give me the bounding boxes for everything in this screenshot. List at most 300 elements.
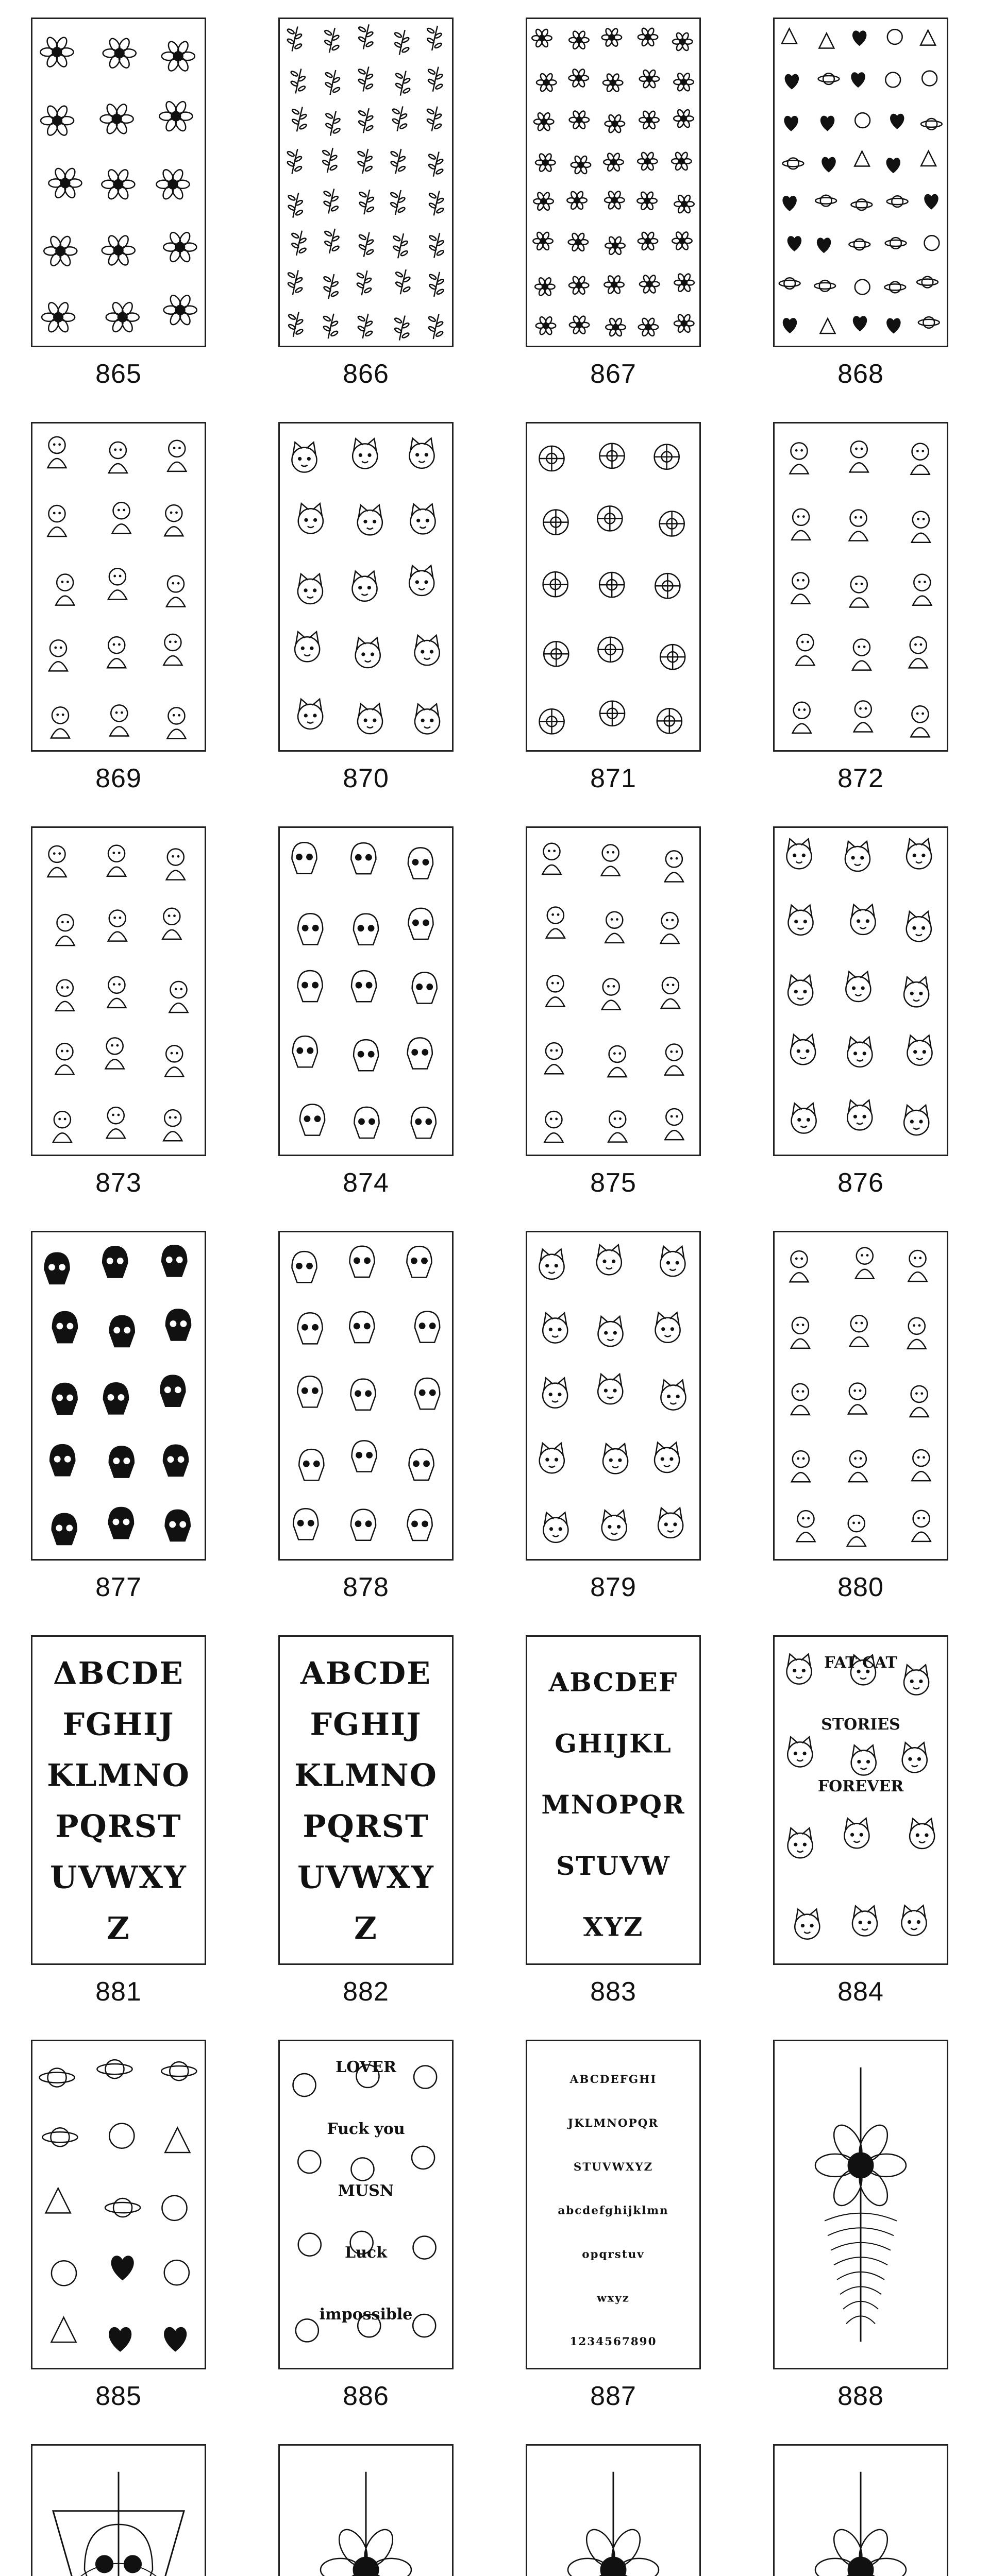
flower-icon [640, 274, 659, 294]
small-symbols-icon [785, 75, 798, 89]
doodle-icon [51, 707, 70, 738]
tattoo-sheet[interactable] [773, 2444, 948, 2576]
leaf-sprig-icon [357, 149, 373, 174]
gothic-alphabet-icon: wxyz [597, 2292, 630, 2305]
tattoo-sheet[interactable] [526, 1635, 701, 1965]
floral-letter-icon: ABCDE [300, 1655, 431, 1692]
cartoon-character-icon [162, 908, 181, 939]
small-symbols-icon [855, 280, 870, 295]
tattoo-sheet-artwork [527, 2041, 699, 2368]
small-symbols-icon [785, 116, 798, 130]
catalog-item[interactable] [0, 2022, 247, 2427]
animal-icon [546, 975, 564, 1006]
sheet-caption: FOREVER [817, 1777, 904, 1795]
animal-icon [661, 977, 680, 1008]
tattoo-sheet[interactable] [31, 2040, 206, 2369]
dark-creature-icon [52, 1514, 77, 1545]
tattoo-sheet[interactable] [31, 1635, 206, 1965]
dna-sleeve-icon [321, 2472, 411, 2576]
small-symbols-icon [782, 28, 797, 43]
small-symbols-icon [853, 31, 866, 45]
tattoo-sheet[interactable] [278, 826, 454, 1156]
sheet-caption: STORIES [821, 1716, 900, 1734]
fantasy-scene-icon [815, 2472, 906, 2576]
small-symbols-icon [921, 118, 942, 130]
item-code-label: 871 [590, 764, 636, 793]
small-symbols-icon [823, 158, 835, 172]
dark-creature-icon [110, 1316, 135, 1347]
tattoo-sheet-artwork [32, 828, 205, 1155]
cat-face-icon [791, 1035, 815, 1064]
catalog-item[interactable] [0, 2427, 247, 2576]
flower-icon [571, 155, 591, 175]
cat-face-icon [907, 839, 931, 869]
item-code-label: 886 [343, 2381, 389, 2411]
cat-sticker-icon [852, 1906, 877, 1936]
doodle-icon [47, 505, 66, 536]
catalog-item[interactable] [0, 0, 247, 404]
rune-letter-icon: KLMNO [47, 1757, 190, 1794]
pet-face-icon [353, 438, 377, 468]
animal-icon [608, 1046, 627, 1077]
catalog-item[interactable] [247, 2427, 495, 2576]
space-symbol-icon [42, 2128, 77, 2146]
floral-letter-icon: UVWXY [297, 1859, 434, 1896]
small-symbols-icon [922, 71, 937, 86]
cat-face-icon [904, 1105, 929, 1135]
leaf-sprig-icon [325, 70, 340, 95]
leaf-sprig-icon [323, 314, 339, 338]
fox-face-icon [655, 1443, 679, 1472]
small-symbols-icon [815, 195, 836, 207]
floral-letter-icon: PQRST [303, 1808, 429, 1845]
small-words-icon [414, 2065, 437, 2088]
small-symbols-icon [887, 29, 902, 44]
flower-icon [637, 191, 657, 211]
dark-creature-icon [53, 1312, 77, 1343]
tattoo-sheet[interactable] [773, 826, 948, 1156]
tattoo-sheet-artwork [32, 1232, 205, 1559]
celtic-knot-icon [544, 641, 568, 666]
tattoo-sheet[interactable] [526, 826, 701, 1156]
pet-face-icon [415, 635, 440, 665]
leaf-sprig-icon [358, 108, 374, 133]
small-symbols-icon [887, 196, 908, 207]
fox-face-icon [661, 1380, 685, 1410]
tattoo-sheet[interactable] [526, 1231, 701, 1561]
gothic-alphabet-icon: 1234567890 [569, 2335, 657, 2349]
cartoon-character-icon [790, 443, 808, 473]
leaf-sprig-icon [358, 66, 373, 91]
animal-icon [608, 1111, 627, 1142]
anime-face-icon [856, 1248, 874, 1279]
small-words-icon [413, 2314, 435, 2337]
flower-icon [567, 191, 586, 210]
anime-face-icon [912, 1450, 930, 1481]
catalog-item[interactable] [247, 1213, 495, 1618]
skull-icon [354, 1107, 379, 1138]
sheet-caption: FAT CAT [824, 1654, 897, 1672]
flower-icon [639, 110, 659, 130]
catalog-item[interactable] [742, 809, 989, 1213]
floral-icon [40, 36, 73, 69]
floral-letter-icon: KLMNO [294, 1757, 438, 1794]
pet-face-icon [409, 438, 434, 468]
sheet-caption: LOVER [336, 2058, 396, 2076]
space-symbol-icon [162, 2196, 187, 2221]
flower-icon [672, 231, 692, 250]
cartoon-character-icon [169, 981, 188, 1012]
tattoo-sheet[interactable] [278, 422, 454, 752]
celtic-knot-icon [599, 572, 624, 597]
item-code-label: 879 [590, 1572, 636, 1602]
tattoo-sheet[interactable] [773, 1231, 948, 1561]
tattoo-sheet[interactable] [278, 2040, 454, 2369]
tattoo-sheet-artwork [280, 423, 452, 750]
catalog-item[interactable] [0, 1213, 247, 1618]
mask-icon [292, 1251, 316, 1282]
sheet-caption: MUSN [338, 2182, 394, 2200]
leaf-sprig-icon [429, 233, 444, 258]
rune-letter-icon: Z [107, 1910, 130, 1947]
celtic-knot-icon [600, 701, 625, 726]
tattoo-sheet-artwork [32, 19, 205, 346]
catalog-item[interactable] [0, 809, 247, 1213]
catalog-item[interactable] [495, 809, 742, 1213]
mask-icon [407, 1246, 431, 1277]
leaf-sprig-icon [393, 233, 408, 258]
tattoo-sheet[interactable] [526, 2444, 701, 2576]
skull-icon [412, 972, 437, 1003]
pet-face-icon [410, 504, 435, 534]
catalog-item[interactable] [495, 404, 742, 809]
cartoon-character-icon [791, 572, 810, 603]
flower-icon [602, 28, 622, 47]
celtic-knot-icon [543, 510, 568, 535]
animal-icon [545, 1043, 563, 1074]
tattoo-sheet-artwork [280, 1232, 452, 1559]
floral-icon [103, 37, 136, 70]
item-code-label: 865 [95, 359, 142, 389]
small-symbols-icon [885, 238, 907, 249]
leaf-sprig-icon [427, 26, 442, 50]
cartoon-character-icon [166, 849, 185, 880]
gothic-alphabet-icon: opqrstuv [582, 2248, 645, 2261]
mask-icon [415, 1311, 440, 1342]
anime-face-icon [790, 1251, 808, 1282]
cartoon-character-icon [165, 1045, 183, 1076]
floral-icon [156, 168, 189, 201]
leaf-sprig-icon [395, 71, 411, 96]
tattoo-sheet-artwork [775, 2446, 947, 2576]
catalog-item[interactable] [742, 2427, 989, 2576]
tattoo-sheet[interactable] [31, 422, 206, 752]
anime-face-icon [908, 1318, 926, 1349]
item-code-label: 877 [95, 1572, 142, 1602]
tattoo-sheet[interactable] [31, 2444, 206, 2576]
cartoon-character-icon [912, 512, 930, 543]
tattoo-sheet[interactable] [31, 18, 206, 347]
pet-face-icon [356, 638, 380, 668]
small-symbols-icon [788, 236, 801, 250]
small-symbols-icon [779, 278, 800, 289]
celtic-knot-icon [539, 446, 564, 471]
small-words-icon [413, 2236, 436, 2259]
gothic-alphabet-icon: abcdefghijklmn [558, 2204, 669, 2217]
space-symbol-icon [52, 2261, 76, 2285]
pet-face-icon [298, 574, 323, 604]
animal-icon [665, 1044, 683, 1075]
doodle-icon [49, 640, 68, 671]
small-symbols-icon [887, 319, 900, 333]
cartoon-character-icon [107, 977, 126, 1008]
leaf-sprig-icon [359, 232, 374, 257]
leaf-sprig-icon [288, 270, 303, 295]
fox-face-icon [660, 1246, 685, 1276]
anime-face-icon [850, 1315, 868, 1346]
animal-icon [542, 843, 561, 874]
doodle-icon [110, 705, 128, 736]
space-symbol-icon [109, 2328, 131, 2351]
catalog-item[interactable] [742, 1213, 989, 1618]
item-code-label: 869 [95, 764, 142, 793]
catalog-item[interactable] [495, 0, 742, 404]
catalog-item[interactable] [247, 2022, 495, 2427]
tattoo-sheet[interactable] [773, 18, 948, 347]
leaf-sprig-icon [390, 190, 406, 215]
fox-face-icon [656, 1313, 680, 1343]
anime-face-icon [848, 1383, 867, 1414]
tattoo-sheet-artwork [32, 1637, 205, 1963]
leaf-sprig-icon [428, 152, 444, 177]
pet-face-icon [298, 503, 323, 533]
cat-sticker-icon [901, 1905, 926, 1935]
doodle-icon [112, 502, 131, 533]
skull-icon [292, 842, 316, 873]
small-symbols-icon [817, 239, 830, 252]
tattoo-sheet[interactable] [31, 826, 206, 1156]
small-symbols-icon [818, 73, 840, 84]
doodle-icon [167, 707, 186, 738]
fox-face-icon [543, 1378, 567, 1408]
leaf-sprig-icon [392, 106, 407, 131]
leaf-sprig-icon [428, 314, 443, 339]
gothic-letter-icon: XYZ [583, 1911, 644, 1942]
flower-icon [536, 316, 556, 335]
tattoo-sheet-artwork [775, 2041, 947, 2368]
small-symbols-icon [854, 151, 869, 166]
leaf-sprig-icon [359, 190, 374, 214]
dark-creature-icon [44, 1253, 69, 1284]
catalog-item[interactable] [742, 404, 989, 809]
leaf-sprig-icon [428, 67, 443, 92]
item-code-label: 887 [590, 2381, 636, 2411]
gothic-alphabet-icon: ABCDEFGHI [569, 2073, 657, 2087]
pet-face-icon [358, 505, 382, 535]
cat-sticker-icon [787, 1737, 812, 1767]
item-code-label: 881 [95, 1977, 142, 2007]
tattoo-sheet[interactable] [278, 2444, 454, 2576]
small-words-icon [298, 2150, 321, 2173]
small-symbols-icon [925, 235, 940, 250]
floral-icon [102, 234, 135, 267]
cartoon-character-icon [792, 509, 810, 540]
cartoon-character-icon [852, 639, 871, 670]
cartoon-character-icon [911, 444, 930, 474]
cat-face-icon [786, 839, 811, 869]
small-words-icon [293, 2074, 316, 2096]
item-code-label: 875 [590, 1168, 636, 1198]
cat-face-icon [907, 1036, 932, 1065]
small-symbols-icon [885, 72, 900, 87]
compass-sleeve-icon [568, 2472, 659, 2576]
dark-creature-icon [104, 1383, 128, 1414]
tattoo-sheet[interactable] [526, 422, 701, 752]
floral-icon [163, 231, 196, 264]
mask-icon [349, 1246, 374, 1277]
flower-icon [638, 151, 657, 171]
celtic-knot-icon [655, 573, 680, 598]
item-code-label: 867 [590, 359, 636, 389]
catalog-item[interactable] [495, 2022, 742, 2427]
catalog-item[interactable] [495, 1213, 742, 1618]
cartoon-character-icon [854, 701, 873, 732]
tattoo-sheet[interactable] [278, 18, 454, 347]
leaf-sprig-icon [395, 269, 411, 294]
small-symbols-icon [783, 158, 804, 169]
cartoon-character-icon [849, 510, 868, 540]
animal-icon [661, 912, 679, 943]
catalog-item[interactable] [247, 1618, 495, 2022]
catalog-item[interactable] [0, 404, 247, 809]
tattoo-sheet-artwork [775, 1637, 947, 1963]
mask-icon [293, 1509, 318, 1539]
small-words-icon [296, 2319, 319, 2342]
catalog-item[interactable] [742, 0, 989, 404]
anime-face-icon [912, 1511, 931, 1541]
leaf-sprig-icon [429, 272, 444, 297]
small-words-icon [298, 2233, 321, 2256]
animal-icon [605, 912, 624, 943]
catalog-item[interactable] [742, 2022, 989, 2427]
item-code-label: 870 [343, 764, 389, 793]
catalog-item[interactable] [247, 404, 495, 809]
rune-letter-icon: ΔBCDE [53, 1655, 184, 1692]
skull-icon [408, 908, 433, 939]
leaf-sprig-icon [325, 111, 341, 135]
mask-icon [409, 1449, 434, 1480]
tattoo-sheet[interactable] [278, 1231, 454, 1561]
animal-icon [601, 845, 620, 876]
rune-letter-icon: PQRST [55, 1808, 182, 1845]
space-symbol-icon [164, 2260, 189, 2285]
tattoo-sheet-artwork [527, 1232, 699, 1559]
tattoo-sheet-artwork [775, 828, 947, 1155]
tattoo-sheet-artwork [32, 2041, 205, 2368]
pet-face-icon [295, 632, 320, 662]
cat-face-icon [788, 975, 813, 1005]
small-symbols-icon [918, 317, 940, 328]
celtic-knot-icon [660, 511, 684, 536]
skull-icon [354, 1040, 378, 1071]
tattoo-sheet[interactable] [31, 1231, 206, 1561]
flower-icon [532, 28, 551, 48]
tattoo-sheet[interactable] [773, 2040, 948, 2369]
cat-sticker-icon [788, 1828, 813, 1858]
cartoon-character-icon [107, 1107, 125, 1138]
item-code-label: 872 [837, 764, 884, 793]
catalog-item[interactable] [495, 1618, 742, 2022]
gothic-letter-icon: ABCDEF [548, 1667, 678, 1698]
floral-icon [164, 294, 197, 327]
doodle-icon [56, 574, 74, 605]
flower-icon [674, 194, 694, 214]
tattoo-sheet[interactable] [278, 1635, 454, 1965]
floral-icon [42, 301, 75, 334]
small-symbols-icon [853, 316, 866, 330]
pet-face-icon [292, 442, 316, 472]
tattoo-sheet-artwork [32, 2446, 205, 2576]
tattoo-sheet[interactable] [526, 18, 701, 347]
tattoo-sheet[interactable] [526, 2040, 701, 2369]
floral-icon [102, 168, 135, 201]
doodle-icon [166, 575, 185, 606]
item-code-label: 882 [343, 1977, 389, 2007]
catalog-item[interactable] [247, 0, 495, 404]
skull-icon [351, 971, 376, 1002]
tattoo-sheet-artwork [280, 2041, 452, 2368]
tattoo-sheet-artwork [527, 828, 699, 1155]
pet-face-icon [415, 704, 440, 734]
fox-face-icon [539, 1249, 564, 1279]
tattoo-sheet[interactable] [773, 422, 948, 752]
anime-face-icon [909, 1250, 927, 1281]
flower-icon [533, 192, 553, 211]
cat-sticker-icon [902, 1742, 927, 1772]
small-symbols-icon [821, 116, 834, 130]
owl-forest-icon [53, 2472, 184, 2576]
leaf-sprig-icon [426, 107, 442, 131]
catalog-item[interactable] [0, 1618, 247, 2022]
small-symbols-icon [891, 114, 903, 128]
space-symbol-icon [161, 2062, 196, 2080]
leaf-sprig-icon [394, 316, 410, 341]
catalog-item[interactable] [495, 2427, 742, 2576]
doodle-icon [164, 505, 183, 536]
catalog-item[interactable] [742, 1618, 989, 2022]
sheet-caption: impossible [319, 2306, 413, 2324]
cartoon-character-icon [913, 574, 931, 605]
skull-icon [293, 1036, 317, 1067]
cat-face-icon [907, 911, 931, 941]
flower-icon [569, 30, 589, 50]
mask-icon [408, 1510, 432, 1540]
catalog-item[interactable] [247, 809, 495, 1213]
fox-face-icon [540, 1443, 564, 1473]
small-symbols-icon [852, 73, 865, 87]
cat-face-icon [792, 1103, 816, 1133]
floral-icon [159, 100, 192, 133]
fox-face-icon [598, 1316, 623, 1346]
gothic-alphabet-icon: JKLMNOPQR [567, 2116, 659, 2130]
space-symbol-icon [105, 2198, 140, 2217]
skull-icon [354, 914, 378, 945]
tattoo-sheet[interactable] [773, 1635, 948, 1965]
celtic-knot-icon [657, 708, 682, 733]
cartoon-character-icon [53, 1111, 72, 1142]
fox-face-icon [658, 1508, 683, 1538]
small-symbols-icon [814, 280, 835, 292]
